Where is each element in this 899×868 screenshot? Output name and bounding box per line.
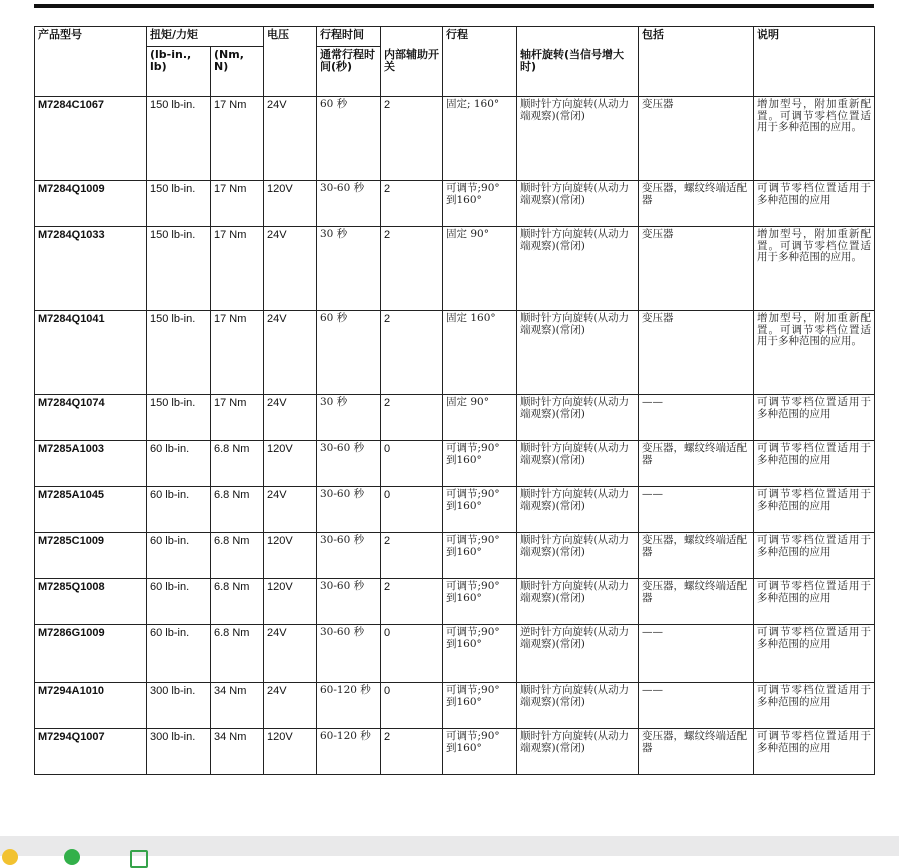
notes-cell: 增加型号，附加重新配置。可调节零档位置适用于多种范围的应用。 [754,311,875,395]
header-timing-group: 行程时间 [317,27,381,47]
timing-cell: 30-60 秒 [317,441,381,487]
table-row [35,487,875,533]
aux-switch-cell: 0 [381,683,443,729]
timing-cell: 30-60 秒 [317,579,381,625]
notes-cell: 增加型号，附加重新配置。可调节零档位置适用于多种范围的应用。 [754,97,875,181]
stroke-cell: 固定 160° [443,311,517,395]
model-cell: M7285A1045 [35,487,147,533]
header-timing-normal: 通常行程时间(秒) [317,47,381,97]
stroke-cell: 可调节;90° 到160° [443,487,517,533]
aux-switch-cell: 0 [381,625,443,683]
rotation-cell: 顺时针方向旋转(从动力端观察)(常闭) [517,97,639,181]
includes-cell: 变压器，螺纹终端适配器 [639,729,754,775]
timing-cell: 30 秒 [317,227,381,311]
torque-nm-cell: 6.8 Nm [211,625,264,683]
timing-cell: 30-60 秒 [317,533,381,579]
notes-cell: 可调节零档位置适用于多种范围的应用 [754,181,875,227]
stroke-cell: 可调节;90° 到160° [443,625,517,683]
table-row [35,625,875,683]
includes-cell: 变压器，螺纹终端适配器 [639,441,754,487]
torque-lbin-cell: 300 lb-in. [147,683,211,729]
voltage-cell: 24V [264,683,317,729]
aux-switch-cell: 2 [381,533,443,579]
voltage-cell: 24V [264,311,317,395]
includes-cell: 变压器 [639,311,754,395]
table-row [35,729,875,775]
model-cell: M7284C1067 [35,97,147,181]
rotation-cell: 顺时针方向旋转(从动力端观察)(常闭) [517,181,639,227]
table-row [35,311,875,395]
aux-switch-cell: 0 [381,441,443,487]
torque-nm-cell: 17 Nm [211,395,264,441]
torque-nm-cell: 6.8 Nm [211,487,264,533]
rotation-cell: 顺时针方向旋转(从动力端观察)(常闭) [517,395,639,441]
header-model: 产品型号 [35,27,147,97]
timing-cell: 30-60 秒 [317,181,381,227]
top-rule [34,4,874,8]
model-cell: M7285A1003 [35,441,147,487]
voltage-cell: 120V [264,533,317,579]
notes-cell: 可调节零档位置适用于多种范围的应用 [754,533,875,579]
header-aux-switch: 内部辅助开关 [381,27,443,97]
aux-switch-cell: 2 [381,97,443,181]
notes-cell: 可调节零档位置适用于多种范围的应用 [754,729,875,775]
voltage-cell: 24V [264,97,317,181]
includes-cell: 变压器 [639,227,754,311]
rotation-cell: 顺时针方向旋转(从动力端观察)(常闭) [517,729,639,775]
voltage-cell: 120V [264,181,317,227]
includes-cell: 变压器，螺纹终端适配器 [639,579,754,625]
includes-cell: 变压器，螺纹终端适配器 [639,181,754,227]
voltage-cell: 24V [264,395,317,441]
timing-cell: 60 秒 [317,311,381,395]
notes-cell: 可调节零档位置适用于多种范围的应用 [754,579,875,625]
torque-nm-cell: 34 Nm [211,683,264,729]
voltage-cell: 120V [264,729,317,775]
voltage-cell: 120V [264,441,317,487]
timing-cell: 30-60 秒 [317,625,381,683]
square-icon [130,850,148,868]
aux-switch-cell: 2 [381,181,443,227]
notes-cell: 可调节零档位置适用于多种范围的应用 [754,395,875,441]
torque-lbin-cell: 60 lb-in. [147,533,211,579]
torque-nm-cell: 6.8 Nm [211,441,264,487]
table-row [35,683,875,729]
table-row [35,395,875,441]
aux-switch-cell: 2 [381,311,443,395]
torque-nm-cell: 6.8 Nm [211,533,264,579]
notes-cell: 可调节零档位置适用于多种范围的应用 [754,441,875,487]
timing-cell: 60-120 秒 [317,729,381,775]
table-row [35,441,875,487]
product-spec-table [34,26,875,775]
aux-switch-cell: 2 [381,395,443,441]
torque-lbin-cell: 150 lb-in. [147,227,211,311]
table-row [35,579,875,625]
voltage-cell: 120V [264,579,317,625]
timing-cell: 30-60 秒 [317,487,381,533]
model-cell: M7286G1009 [35,625,147,683]
timing-cell: 60 秒 [317,97,381,181]
header-rotation: 轴杆旋转(当信号增大时) [517,27,639,97]
rotation-cell: 顺时针方向旋转(从动力端观察)(常闭) [517,579,639,625]
stroke-cell: 可调节;90° 到160° [443,683,517,729]
includes-cell: 变压器 [639,97,754,181]
model-cell: M7285Q1008 [35,579,147,625]
header-notes: 说明 [754,27,875,97]
torque-nm-cell: 6.8 Nm [211,579,264,625]
model-cell: M7294Q1007 [35,729,147,775]
includes-cell: —— [639,625,754,683]
torque-lbin-cell: 60 lb-in. [147,579,211,625]
rotation-cell: 顺时针方向旋转(从动力端观察)(常闭) [517,683,639,729]
header-torque-group: 扭矩/力矩 [147,27,264,47]
rotation-cell: 顺时针方向旋转(从动力端观察)(常闭) [517,487,639,533]
notes-cell: 可调节零档位置适用于多种范围的应用 [754,487,875,533]
includes-cell: 变压器，螺纹终端适配器 [639,533,754,579]
model-cell: M7284Q1033 [35,227,147,311]
notes-cell: 可调节零档位置适用于多种范围的应用 [754,625,875,683]
status-dot-icon [2,849,18,865]
timing-cell: 60-120 秒 [317,683,381,729]
header-includes: 包括 [639,27,754,97]
voltage-cell: 24V [264,487,317,533]
stroke-cell: 可调节;90° 到160° [443,441,517,487]
header-voltage: 电压 [264,27,317,97]
stroke-cell: 可调节;90° 到160° [443,579,517,625]
voltage-cell: 24V [264,227,317,311]
rotation-cell: 顺时针方向旋转(从动力端观察)(常闭) [517,227,639,311]
includes-cell: —— [639,395,754,441]
model-cell: M7284Q1074 [35,395,147,441]
timing-cell: 30 秒 [317,395,381,441]
torque-nm-cell: 34 Nm [211,729,264,775]
includes-cell: —— [639,683,754,729]
aux-switch-cell: 2 [381,579,443,625]
model-cell: M7294A1010 [35,683,147,729]
table-row [35,97,875,181]
torque-lbin-cell: 150 lb-in. [147,395,211,441]
stroke-cell: 可调节;90° 到160° [443,533,517,579]
torque-lbin-cell: 60 lb-in. [147,487,211,533]
header-torque-lbin: (lb-in., lb) [147,47,211,97]
torque-lbin-cell: 150 lb-in. [147,97,211,181]
table-row [35,181,875,227]
aux-switch-cell: 2 [381,227,443,311]
rotation-cell: 顺时针方向旋转(从动力端观察)(常闭) [517,441,639,487]
rotation-cell: 顺时针方向旋转(从动力端观察)(常闭) [517,311,639,395]
aux-switch-cell: 2 [381,729,443,775]
torque-lbin-cell: 300 lb-in. [147,729,211,775]
rotation-cell: 逆时针方向旋转(从动力端观察)(常闭) [517,625,639,683]
torque-nm-cell: 17 Nm [211,311,264,395]
ok-circle-icon [64,849,80,865]
torque-lbin-cell: 60 lb-in. [147,625,211,683]
stroke-cell: 固定 90° [443,395,517,441]
aux-switch-cell: 0 [381,487,443,533]
notes-cell: 可调节零档位置适用于多种范围的应用 [754,683,875,729]
model-cell: M7284Q1009 [35,181,147,227]
torque-nm-cell: 17 Nm [211,181,264,227]
voltage-cell: 24V [264,625,317,683]
includes-cell: —— [639,487,754,533]
torque-nm-cell: 17 Nm [211,97,264,181]
stroke-cell: 可调节;90° 到160° [443,181,517,227]
torque-nm-cell: 17 Nm [211,227,264,311]
torque-lbin-cell: 150 lb-in. [147,181,211,227]
stroke-cell: 固定; 160° [443,97,517,181]
torque-lbin-cell: 150 lb-in. [147,311,211,395]
table-row [35,533,875,579]
rotation-cell: 顺时针方向旋转(从动力端观察)(常闭) [517,533,639,579]
notes-cell: 增加型号，附加重新配置。可调节零档位置适用于多种范围的应用。 [754,227,875,311]
header-stroke: 行程 [443,27,517,97]
stroke-cell: 固定 90° [443,227,517,311]
header-torque-nm: (Nm, N) [211,47,264,97]
stroke-cell: 可调节;90° 到160° [443,729,517,775]
model-cell: M7285C1009 [35,533,147,579]
model-cell: M7284Q1041 [35,311,147,395]
table-row [35,227,875,311]
torque-lbin-cell: 60 lb-in. [147,441,211,487]
